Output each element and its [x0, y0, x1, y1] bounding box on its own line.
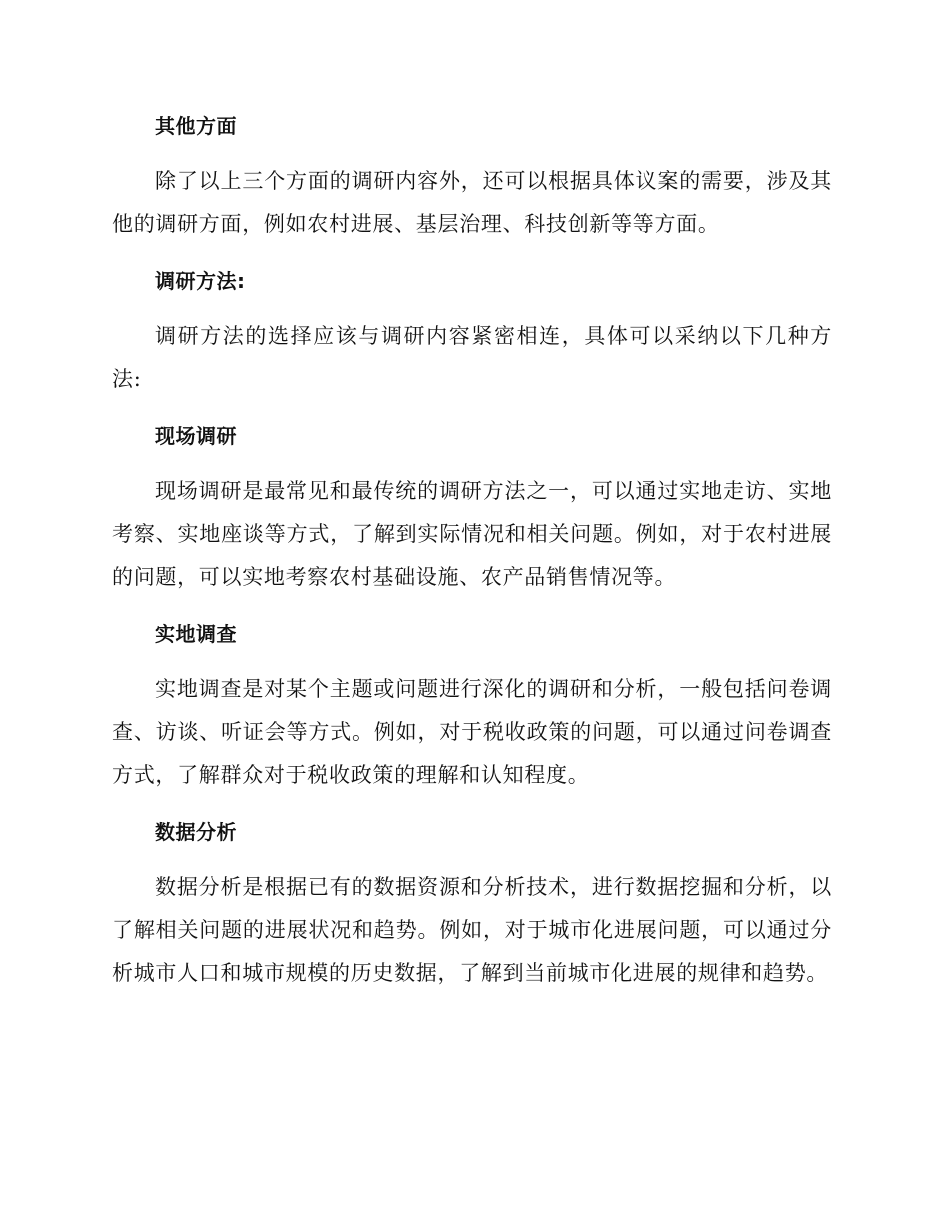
- section-paragraph-field-survey: 实地调查是对某个主题或问题进行深化的调研和分析，一般包括问卷调查、访谈、听证会等方式。例如，对于税收政策的问题，可以通过问卷调查方式，了解群众对于税收政策的理解和认知程度。: [112, 677, 832, 787]
- section-paragraph-research-methods: 调研方法的选择应该与调研内容紧密相连，具体可以采纳以下几种方法:: [112, 324, 832, 391]
- section-heading-field-research: 现场调研: [155, 424, 237, 448]
- section-paragraph-data-analysis: 数据分析是根据已有的数据资源和分析技术，进行数据挖掘和分析，以了解相关问题的进展状况和趋势。例如，对于城市化进展问题，可以通过分析城市人口和城市规模的历史数据，了解到当前城市化进展的规律和趋势。: [112, 875, 832, 985]
- section-heading-field-survey: 实地调查: [155, 622, 237, 646]
- section-heading-research-methods: 调研方法:: [155, 269, 246, 293]
- section-paragraph-other-aspects: 除了以上三个方面的调研内容外，还可以根据具体议案的需要，涉及其他的调研方面，例如农村进展、基层治理、科技创新等等方面。: [112, 169, 832, 236]
- section-heading-data-analysis: 数据分析: [155, 820, 237, 844]
- document-body: [112, 108, 832, 995]
- section-paragraph-field-research: 现场调研是最常见和最传统的调研方法之一，可以通过实地走访、实地考察、实地座谈等方式，了解到实际情况和相关问题。例如，对于农村进展的问题，可以实地考察农村基础设施、农产品销售情况等。: [112, 479, 832, 589]
- section-heading-other-aspects: 其他方面: [155, 114, 237, 138]
